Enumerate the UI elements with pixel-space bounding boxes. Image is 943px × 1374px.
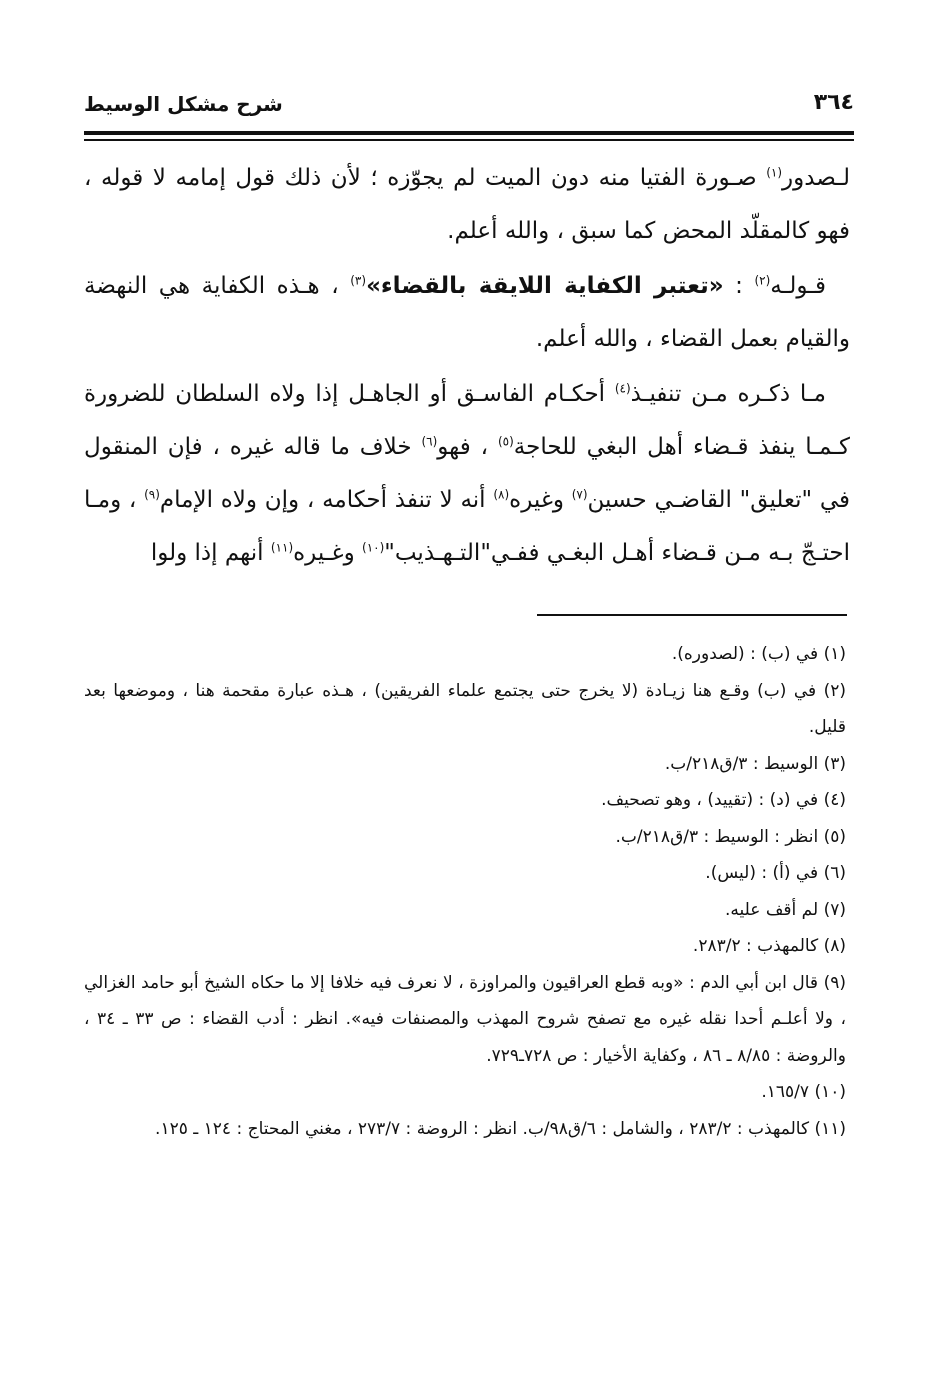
running-title: شرح مشكل الوسيط	[84, 92, 283, 116]
text-run: وغيره	[509, 487, 572, 513]
footnote-ref[interactable]: (٧)	[571, 487, 588, 502]
header-rule-thick	[84, 131, 854, 135]
footnote-ref[interactable]: (٢)	[754, 273, 771, 288]
text-run: ، ومـا احتـجّ بـه مـن قـضاء أهـل البغـي ففـي"التـهـذيب"	[84, 487, 850, 566]
footnote-ref[interactable]: (٩)	[144, 487, 160, 502]
footnote-ref[interactable]: (٣)	[350, 273, 367, 288]
text-run: أنهم إذا ولوا	[150, 540, 271, 566]
text-run: مـا ذكـره مـن تنفيـذ	[630, 381, 826, 407]
text-run: وغـيره	[293, 540, 362, 566]
footnote-ref[interactable]: (٥)	[497, 434, 514, 449]
footnote-ref[interactable]: (١)	[766, 165, 783, 180]
text-run: خلاف ما قاله غيره ، فإن المنقول في "تعليق" القاضـي حسين	[84, 434, 850, 513]
footnote-2: (٢) في (ب) وقـع هنا زيـادة (لا يخرج حتى يجتمع علماء الفريقين) ، هـذه عبارة مقحمة هنا ، وموضعها بعد قليل.	[84, 680, 846, 737]
footnote-7: (٧) لم أقف عليه.	[725, 899, 846, 920]
footnote-6: (٦) في (أ) : (ليس).	[705, 863, 846, 883]
page-header	[84, 88, 854, 128]
text-run: قـولـه	[770, 273, 826, 299]
paragraph-1	[84, 152, 850, 258]
footnote-ref[interactable]: (٤)	[614, 381, 631, 396]
footnote-1: (١) في (ب) : (لصدوره).	[671, 644, 846, 664]
text-run: ، هـذه الكفاية هي النهضة والقيام بعمل القضاء ، والله أعلم.	[84, 273, 850, 352]
text-run: :	[723, 273, 755, 299]
footnote-10: (١٠) ١٦٥/٧.	[761, 1082, 846, 1102]
paragraph-2	[84, 260, 850, 366]
main-text	[84, 152, 850, 580]
footnote-separator	[537, 614, 847, 616]
footnote-3: (٣) الوسيط : ٣/ق٢١٨/ب.	[664, 753, 846, 774]
text-run: صـورة الفتيا منه دون الميت لم يجوّزه ؛ لأن ذلك قول إمامه لا قوله ، فهو كالمقلّد المحض كما سبق ، والله أعلم.	[84, 165, 850, 244]
paragraph-3	[84, 368, 850, 580]
footnote-ref[interactable]: (٦)	[421, 434, 438, 449]
footnote-4: (٤) في (د) : (تقييد) ، وهو تصحيف.	[601, 790, 846, 810]
footnotes	[84, 636, 846, 1147]
page-number: ٣٦٤	[813, 90, 854, 115]
text-run: أنه لا تنفذ أحكامه ، وإن ولاه الإمام	[159, 487, 494, 513]
quoted-text: «تعتبر الكفاية اللايقة بالقضاء»	[366, 273, 724, 299]
text-run: لـصدور	[782, 165, 850, 191]
footnote-11: (١١) كالمهذب : ٢٨٣/٢ ، والشامل : ٦/ق٩٨/ب. انظر : الروضة : ٢٧٣/٧ ، مغني المحتاج : ١٢٤ ـ ١٢٥.	[155, 1118, 846, 1139]
text-run: أحكـام الفاسـق أو الجاهـل إذا ولاه السلطان للضرورة كـمـا ينفذ قـضاء أهل البغي للحاجة	[84, 381, 850, 460]
text-run: ، فهو	[437, 434, 498, 460]
footnote-8: (٨) كالمهذب : ٢٨٣/٢.	[692, 936, 846, 956]
footnote-ref[interactable]: (١٠)	[362, 540, 385, 555]
footnote-ref[interactable]: (١١)	[270, 540, 294, 555]
footnote-ref[interactable]: (٨)	[493, 487, 510, 502]
footnote-5: (٥) انظر : الوسيط : ٣/ق٢١٨/ب.	[615, 826, 846, 847]
header-rule-thin	[84, 139, 854, 141]
footnote-9: (٩) قال ابن أبي الدم : «وبه قطع العراقيون والمراوزة ، لا نعرف فيه خلافا إلا ما حكاه الشيخ أبو حامد الغزالي ، ولا أعلـم أحدا نقله غيره مع تصفح شروح المهذب والمصنفات فيه». انظر : أدب القضاء : ص ٣٣ ـ ٣٤ ، والروضة : ٨/٨٥ ـ ٨٦ ، وكفاية الأخيار : ص ٧٢٨ـ٧٢٩.	[84, 972, 846, 1066]
